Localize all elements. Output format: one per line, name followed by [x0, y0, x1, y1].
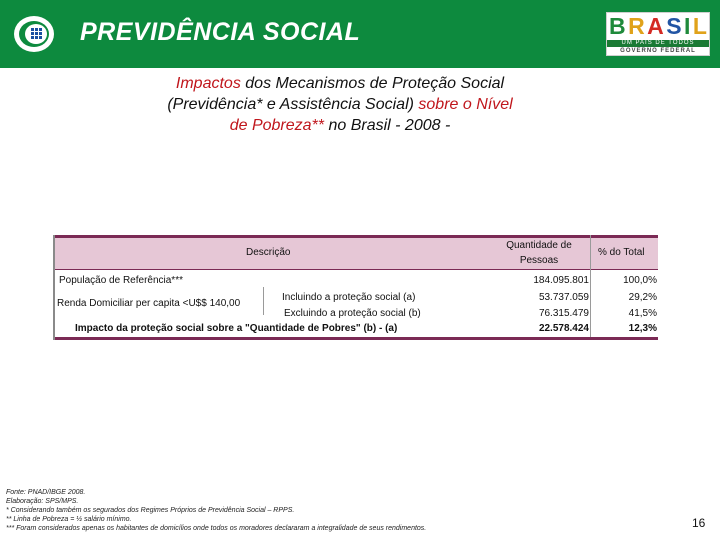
- table-header-separator: [53, 269, 658, 270]
- header-quantidade: Quantidade de: [506, 240, 572, 251]
- gov-subtitle: GOVERNO FEDERAL: [620, 48, 696, 54]
- brand-title: PREVIDÊNCIA SOCIAL: [80, 18, 361, 46]
- footnote-rpps: * Considerando também os segurados dos Regimes Próprios de Previdência Social – RPPS.: [6, 507, 295, 514]
- table-top-border: [53, 235, 658, 238]
- title-fragment: (Previdência* e Assistência Social): [167, 96, 419, 113]
- row-excluindo-label: Excluindo a proteção social (b): [284, 308, 421, 319]
- title-line-1: [100, 73, 580, 94]
- row-populacao-pct: 100,0%: [623, 275, 657, 286]
- row-populacao-qtd: 184.095.801: [533, 275, 589, 286]
- header-bar: [0, 0, 720, 68]
- table-column-divider: [263, 287, 264, 315]
- gov-letter: I: [684, 13, 691, 39]
- header-descricao: Descrição: [246, 247, 291, 258]
- footnote-households: *** Foram considerados apenas os habitantes de domicílios onde todos os moradores declararam a integralidade de seus rendimentos.: [6, 525, 427, 532]
- row-impacto-pct: 12,3%: [628, 323, 657, 334]
- gov-letter: B: [609, 13, 626, 39]
- row-impacto-qtd: 22.578.424: [538, 323, 589, 334]
- row-incluindo-qtd: 53.737.059: [538, 292, 589, 303]
- gov-tagline: UM PAÍS DE TODOS: [607, 40, 709, 47]
- title-line-2: [100, 94, 580, 115]
- previdencia-logo-icon: [12, 12, 56, 56]
- gov-letter: R: [628, 13, 645, 39]
- row-renda-label: Renda Domiciliar per capita <U$$ 140,00: [57, 298, 241, 309]
- title-line-3: [100, 115, 580, 136]
- title-fragment: dos Mecanismos de Proteção Social: [240, 75, 505, 92]
- footnotes: [6, 488, 426, 533]
- row-impacto-label: Impacto da proteção social sobre a "Quantidade de Pobres" (b) - (a): [75, 323, 398, 334]
- footnote-elaboration: Elaboração: SPS/MPS.: [6, 498, 79, 505]
- title-fragment: Impactos: [175, 75, 241, 92]
- row-incluindo-pct: 29,2%: [628, 292, 657, 303]
- slide-title: [100, 73, 580, 136]
- footnote-source: Fonte: PNAD/IBGE 2008.: [6, 489, 86, 496]
- gov-letter: A: [647, 13, 664, 39]
- footnote-poverty-line: ** Linha de Pobreza = ½ salário mínimo.: [6, 516, 132, 523]
- poverty-impact-table: [53, 235, 658, 340]
- table-left-border: [53, 235, 55, 340]
- title-fragment: de Pobreza**: [229, 117, 324, 134]
- title-fragment: sobre o Nível: [418, 96, 513, 113]
- governo-federal-logo: [606, 12, 710, 56]
- row-populacao-label: População de Referência***: [59, 275, 183, 286]
- table-column-divider: [590, 235, 591, 337]
- row-excluindo-pct: 41,5%: [628, 308, 657, 319]
- header-percent: % do Total: [598, 247, 645, 258]
- gov-letter: S: [666, 13, 682, 39]
- row-incluindo-label: Incluindo a proteção social (a): [282, 292, 416, 303]
- table-bottom-border: [53, 337, 658, 340]
- header-quantidade-2: Pessoas: [519, 255, 559, 266]
- gov-logo-letters: [609, 14, 707, 39]
- row-excluindo-qtd: 76.315.479: [538, 308, 589, 319]
- gov-letter: L: [692, 13, 707, 39]
- page-number: 16: [692, 516, 706, 530]
- title-fragment: no Brasil - 2008 -: [324, 117, 451, 134]
